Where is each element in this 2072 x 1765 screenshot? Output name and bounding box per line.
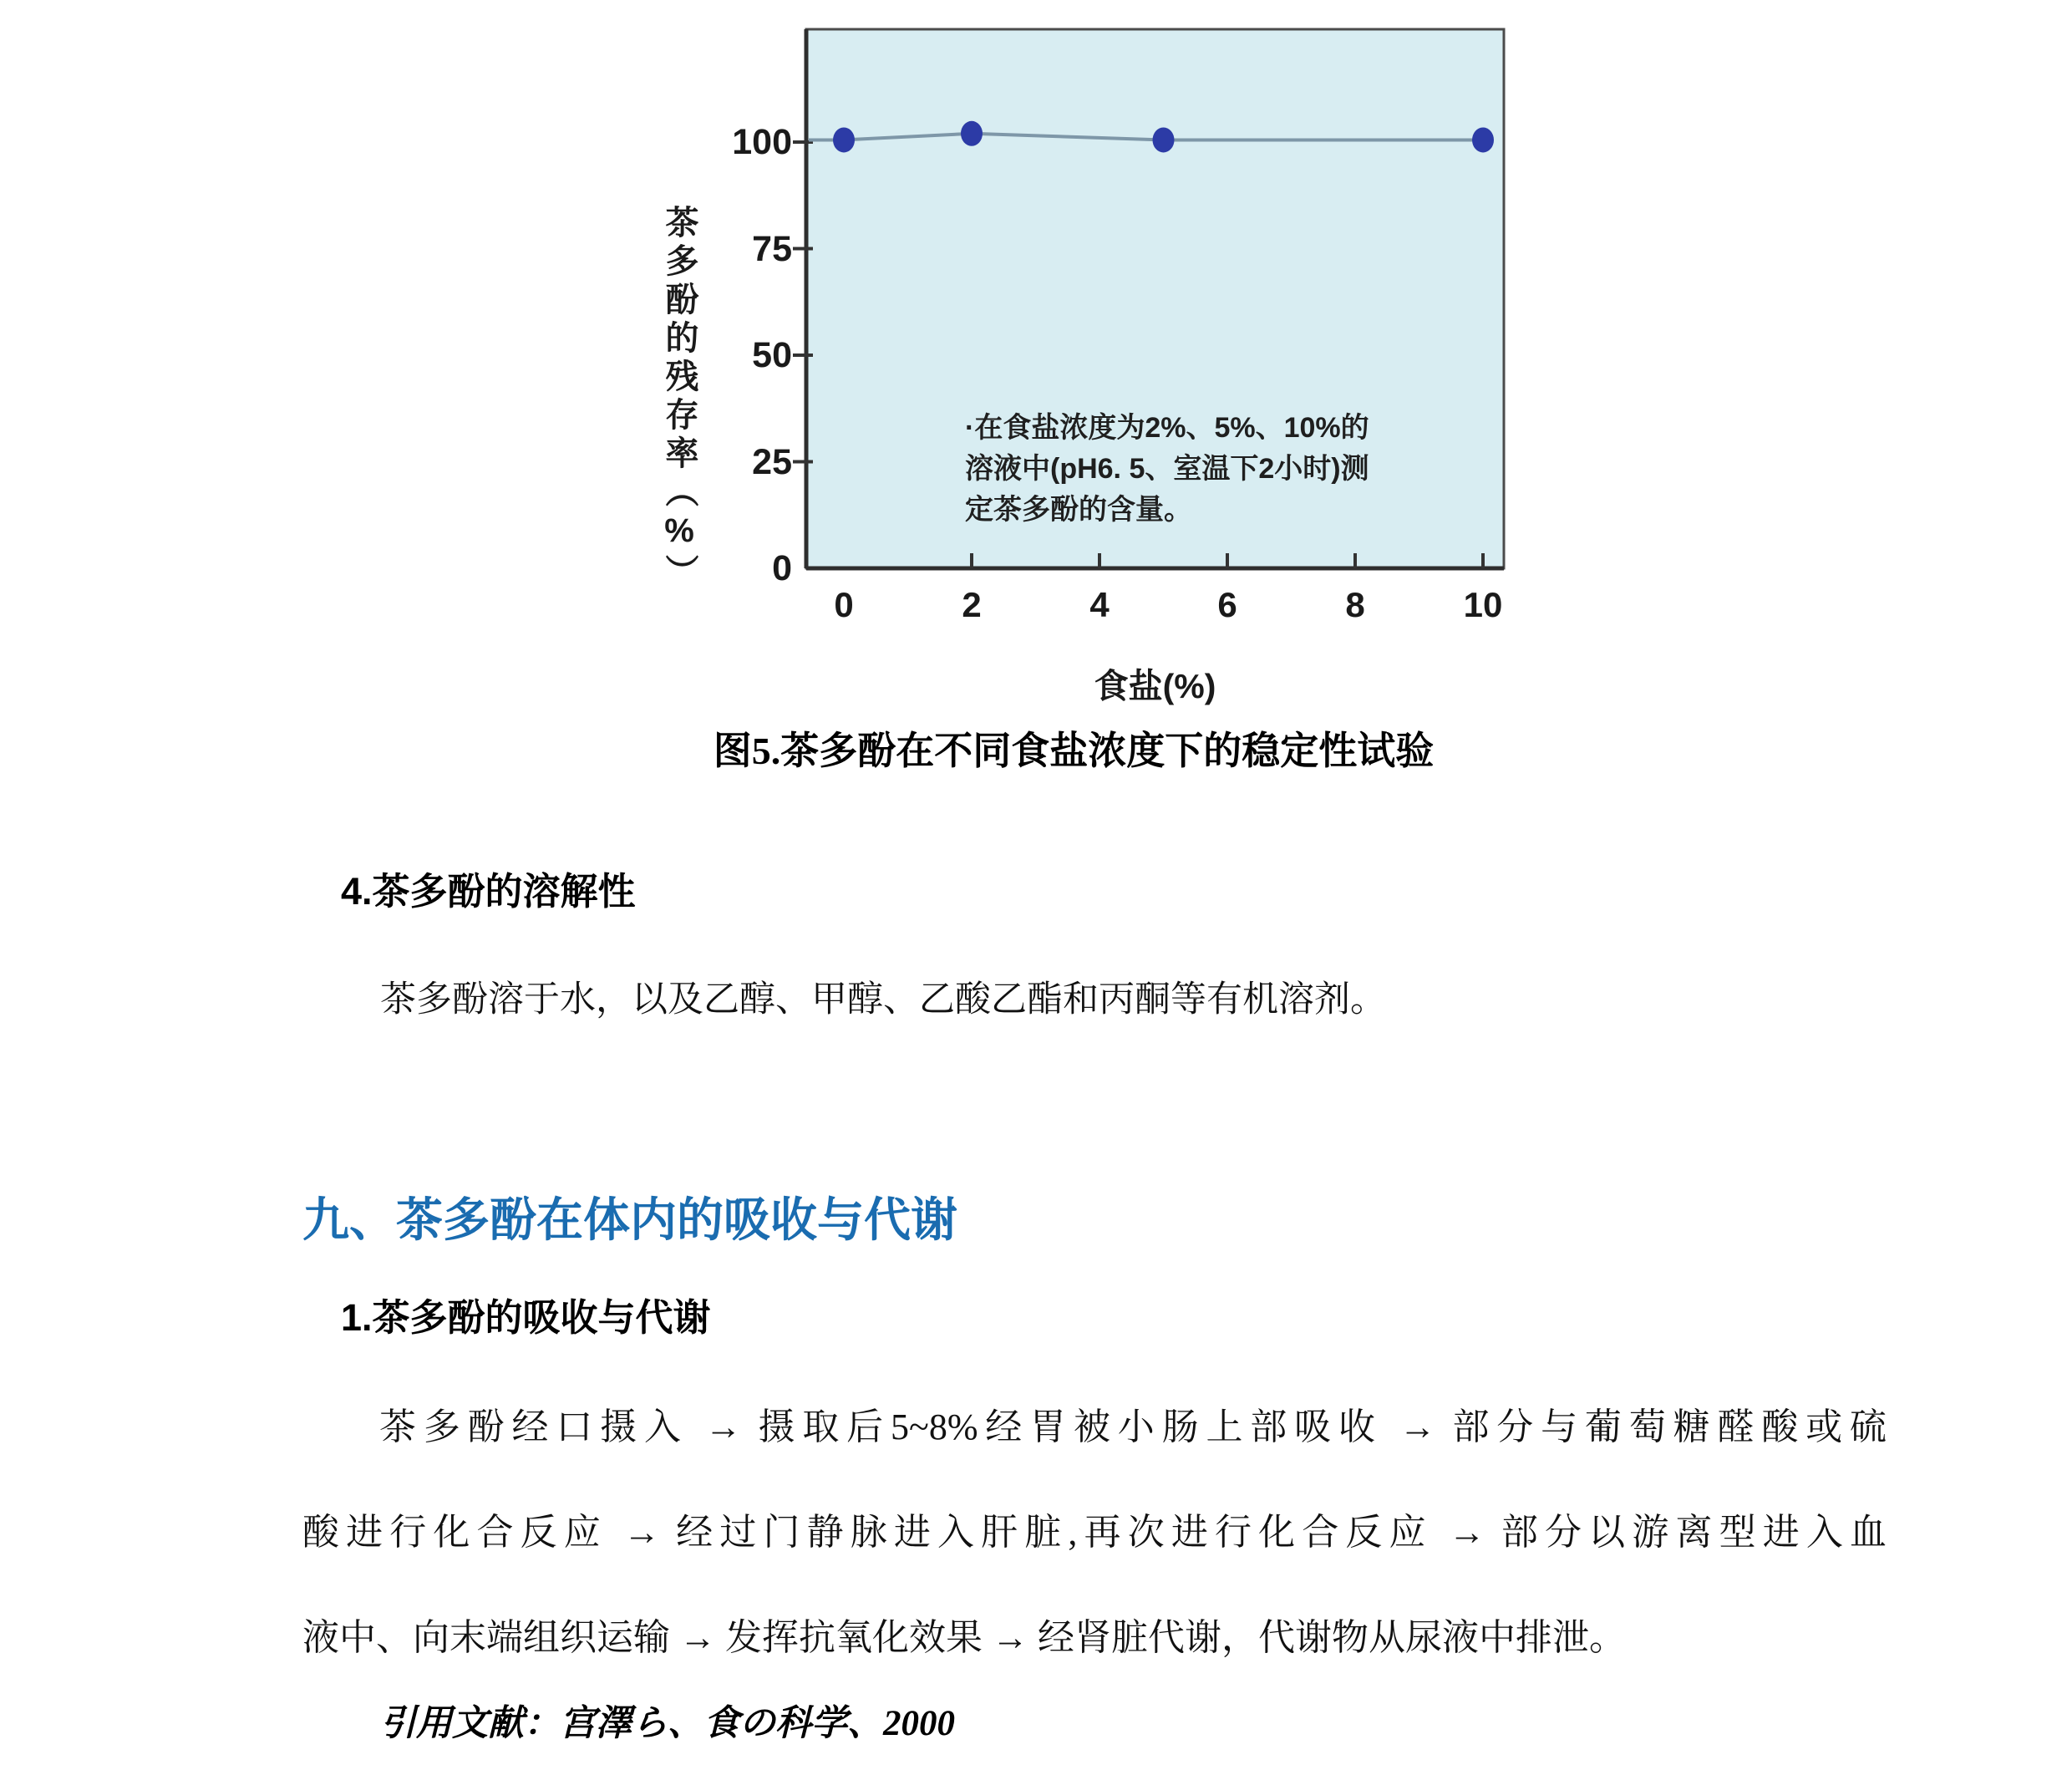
chart-annotation [965, 408, 1450, 531]
x-tick-label: 2 [962, 585, 982, 624]
chart-annotation-line: 定茶多酚的含量。 [965, 494, 1192, 526]
y-tick-label: 25 [752, 441, 792, 482]
absorption-flow-paragraph [302, 1375, 1887, 1691]
section-heading-solubility: 4.茶多酚的溶解性 [341, 870, 636, 913]
flow-paragraph-line: 茶多酚经口摄入 → 摄取后5~8%经胃被小肠上部吸收 → 部分与葡萄糖醛酸或硫 [379, 1406, 1887, 1447]
x-tick-label: 4 [1089, 585, 1110, 624]
chart-annotation-line: ·在食盐浓度为2%、5%、10%的 [965, 412, 1369, 444]
x-tick-label: 0 [834, 585, 854, 624]
chart-annotation-line: 溶液中(pH6. 5、室温下2小时)测 [965, 453, 1369, 485]
figure-5-chart [501, 0, 1596, 802]
paragraph-solubility: 茶多酚溶于水，以及乙醇、甲醇、乙酸乙酯和丙酮等有机溶剂。 [380, 980, 1386, 1020]
citation: 引用文献：宫澤ら、食の科学、2000 [380, 1704, 955, 1743]
y-tick-label: 50 [752, 335, 792, 375]
y-tick-label: 100 [732, 122, 792, 162]
y-tick-label: 75 [752, 228, 792, 269]
flow-paragraph-line: 液中、向末端组织运输 → 发挥抗氧化效果 → 经肾脏代谢，代谢物从尿液中排泄。 [302, 1617, 1626, 1658]
y-axis-title: 茶多酚的残存率（%） [661, 205, 698, 593]
y-tick-label: 0 [772, 548, 792, 588]
x-tick-label: 8 [1345, 585, 1365, 624]
data-point [833, 127, 855, 152]
data-point [1472, 127, 1494, 152]
flow-paragraph-line: 酸进行化合反应 → 经过门静脉进入肝脏,再次进行化合反应 → 部分以游离型进入血 [302, 1512, 1887, 1553]
x-tick-label: 6 [1217, 585, 1237, 624]
data-point [1153, 127, 1175, 152]
chapter-heading-absorption: 九、茶多酚在体内的吸收与代谢 [302, 1195, 957, 1247]
section-heading-absorption: 1.茶多酚的吸收与代谢 [341, 1296, 711, 1339]
data-point [961, 121, 983, 146]
x-tick-label: 10 [1463, 585, 1503, 624]
figure-caption: 图5.茶多酚在不同食盐浓度下的稳定性试验 [713, 730, 1435, 772]
x-axis-title: 食盐(%) [1094, 667, 1216, 705]
